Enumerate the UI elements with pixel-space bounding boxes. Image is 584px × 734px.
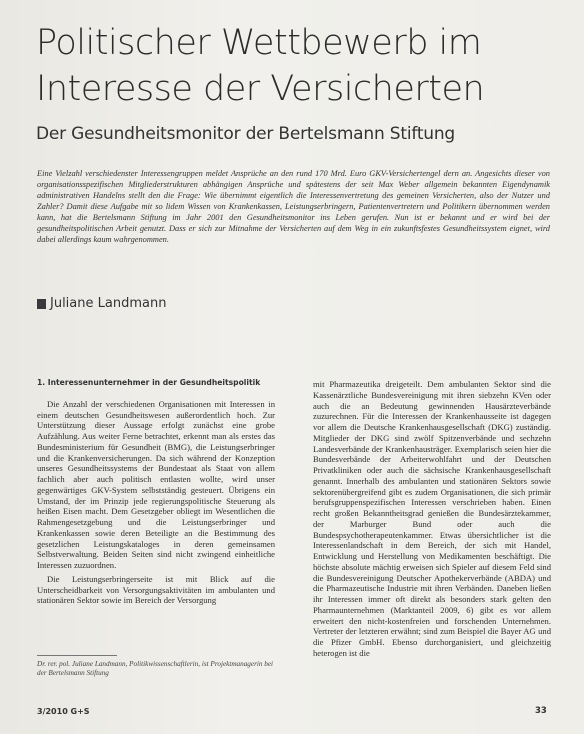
author-line	[37, 296, 166, 311]
article-title-line-1: Politischer Wettbewerb im	[36, 23, 482, 63]
section-heading: 1. Interessenunternehmer in der Gesundheitspolitik	[37, 378, 261, 387]
author-name: Juliane Landmann	[50, 296, 167, 311]
right-column-paragraph: mit Pharmazeutika dreigeteilt. Dem ambulanten Sektor sind die Kassenärztliche Bundesvereinigung mit ihren siebzehn KVen oder auch die an Bedeutung gewinnenden Hausärzteverbände zuzurechnen. Für die Interessen der Krankenhausseite ist dagegen vor allem die Deutsche Krankenhausgesellschaft (DKG) zuständig. Mitglieder der DKG sind zwölf Spitzenverbände und sechzehn Landesverbände der Krankenhausträger. Exemplarisch seien hier die Bundesverbände der Arbeiterwohlfahrt und der Deutschen Privatkliniken oder auch die sächsische Krankenhausgesellschaft genannt. Innerhalb des ambulanten und stationären Sektors sowie sektorenübergreifend gibt es zudem Organisationen, die sich primär berufsgruppenspezifischen Interessen verschrieben haben. Einen recht großen Bekanntheitsgrad genießen die Bundesärztekammer, der Marburger Bund oder auch die Bundespsychotherapeutenkammer. Etwas übersichtlicher ist die Interessenlandschaft in dem Bereich, der sich mit Handel, Entwicklung und Herstellung von Medikamenten beschäftigt. Die höchste absolute mächtig erweisen sich Spieler auf diesem Feld sind die Bundesvereinigung Deutscher Apothekerverbände (ABDA) und die Pharmazeutische Industrie mit ihren Verbänden. Daneben ließen ihr Interessen immer oft direkt als besonders stark gelten den Pharmaunternehmen (Marktanteil 2009, 6) gibt es vor allem erweitert den nicht-kostenfreien und forschenden Unternehmen. Vertreter der letzteren erwähnt; sind zum Beispiel die Bayer AG und die Pfizer GmbH. Ebenso durchorganisiert, und gleichzeitig heterogen ist die	[313, 379, 551, 658]
article-title-line-2: Interesse der Versicherten	[36, 69, 485, 109]
article-title	[36, 20, 556, 112]
article-subtitle: Der Gesundheitsmonitor der Bertelsmann Stiftung	[36, 124, 456, 144]
footnote-divider	[37, 655, 117, 656]
left-column	[37, 378, 275, 606]
page-number: 33	[535, 706, 547, 716]
footnote: Dr. rer. pol. Juliane Landmann, Politikwissenschaftlerin, ist Projektmanagerin bei der Bertelsmann Stiftung	[37, 660, 274, 677]
author-square-icon	[37, 299, 46, 309]
left-column-paragraph-1: Die Anzahl der verschiedenen Organisationen mit Interessen in einem deutschen Gesundheitswesen außerordentlich hoch. Zur Unterstützung dieser Aussage erfolgt zunächst eine grobe Aufzählung. Aus weiter Ferne betrachtet, erkennt man als erstes das Bundesministerium für Gesundheit (BMG), die Leistungserbringer und die Krankenversicherungen. Da sich während der Konzeption unseres Gesundheitssystems der Bundestaat als Staat von allem fachlich aber auch politisch entlasten wollte, wird unser gegenwärtiges GKV-System selbstständig gesteuert. Übrigens ein Umstand, der im Prinzip jede regierungspolitische Steuerung als heißen Eisen macht. Dem Gesetzgeber obliegt im Wesentlichen die Rahmengesetzgebung und die Leistungserbringer und Krankenkassen sowie deren Beteiligte an die Bestimmung des gesetzlichen Leistungskataloges in deren gemeinsamen Selbstverwaltung. Beiden Seiten sind nicht zwingend einheitliche Interessen zuzuordnen.	[37, 398, 275, 570]
left-column-paragraph-2: Die Leistungserbringerseite ist mit Blick auf die Unterscheidbarkeit von Versorgungsaktivitäten im ambulanten und stationären Sektor sowie im Bereich der Versorgung	[37, 573, 275, 606]
journal-issue: 3/2010 G+S	[37, 707, 90, 716]
right-column	[313, 379, 551, 659]
article-abstract: Eine Vielzahl verschiedenster Interessengruppen meldet Ansprüche an den rund 170 Mrd. Euro GKV-Versichertengel dern an. Angesichts dieser von organisationsspezifischen Mitgliederstrukturen abhängigen Ansprüche und spätestens der seit Max Weber allgemein bekannten Eigendynamik administrativen Handelns stellt den die Frage: Wie übernimmt eigentlich die Interessenvertretung des gemeinen Versicherten, also der Nutzer und Zahler? Damit diese Aufgabe mit so lidem Wissen von Krankenkassen, Leistungserbringern, Patientenvertretern und Politikern übernommen werden kann, hat die Bertelsmann Stiftung im Jahr 2001 den Gesundheitsmonitor ins Leben gerufen. Nun ist er bekannt und er wird bei der gesundheitspolitischen Arbeit genutzt. Dass er sich zur Mitnahme der Versicherten auf dem Weg in ein zukunftsfestes Gesundheitssystem eignet, wird dabei allerdings kaum wahrgenommen.	[37, 169, 550, 244]
